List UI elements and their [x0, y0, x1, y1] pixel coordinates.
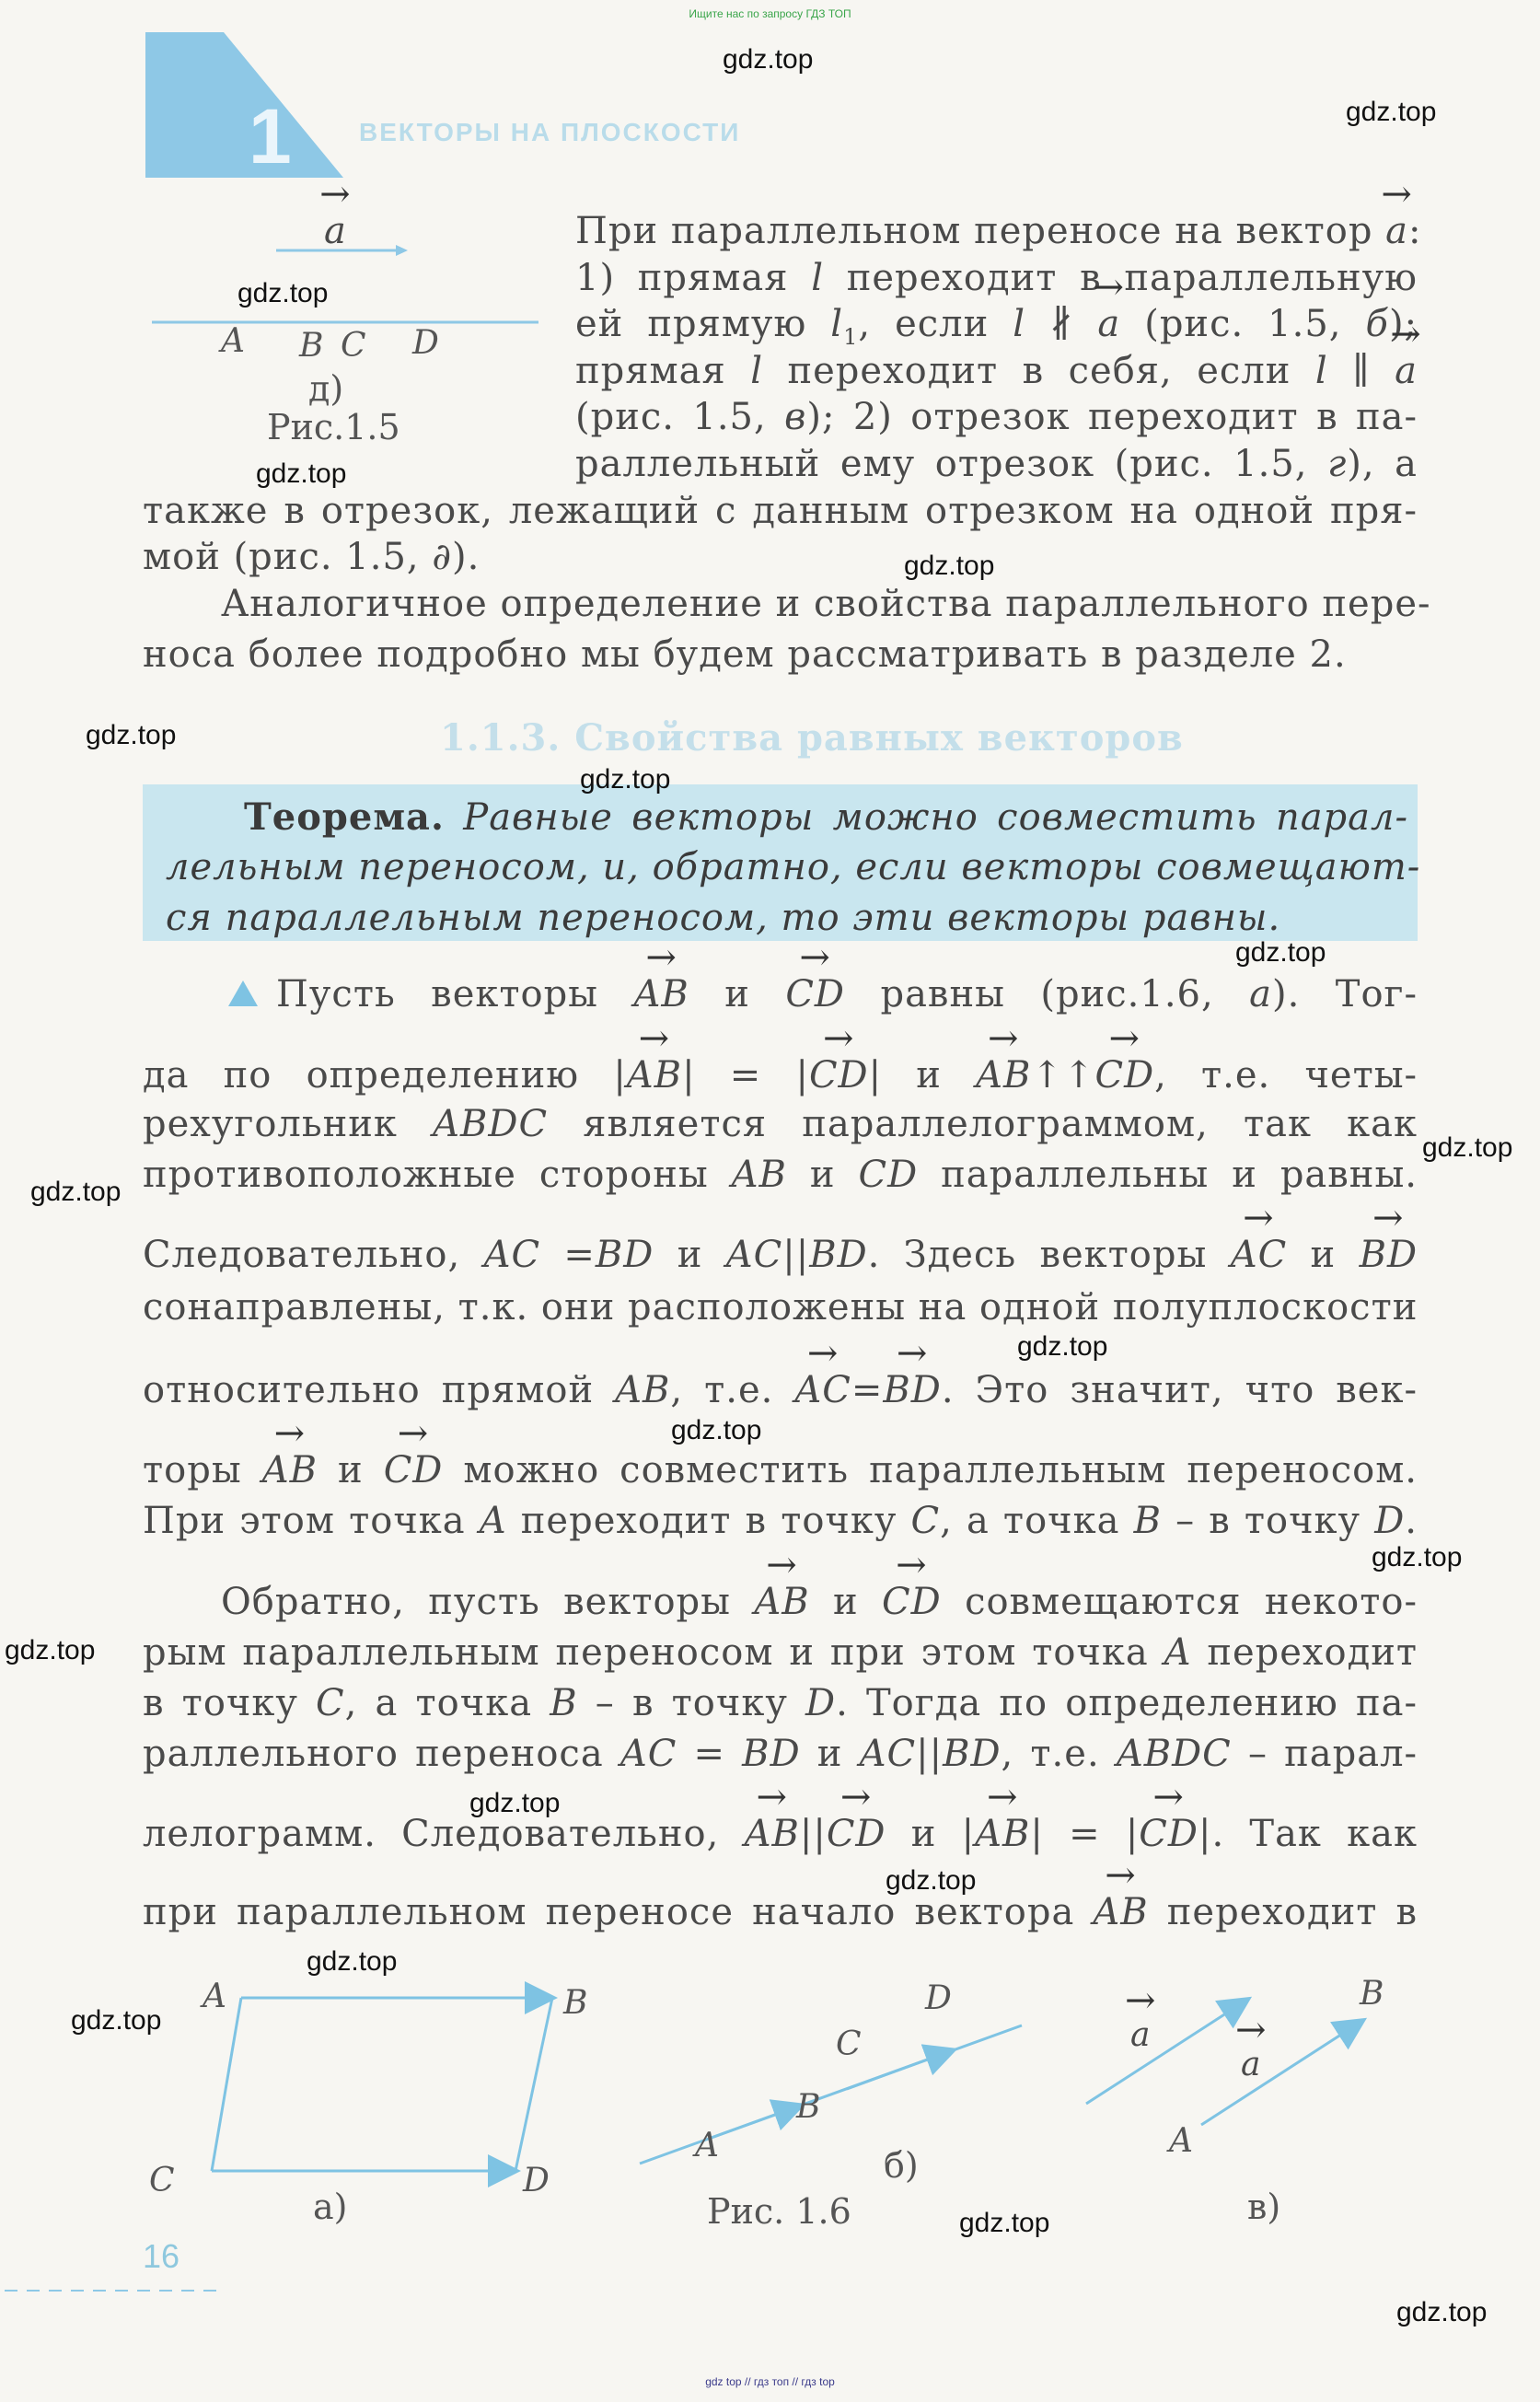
watermark: gdz.top [307, 1946, 398, 1977]
proof-line-11: рым параллельным переносом и при этом точка A переходит [143, 1631, 1418, 1674]
fig16a-side-ac [212, 1998, 241, 2171]
proof-line-5: Следовательно, AC =BD и AC||BD. Здесь векторы → AC и → BD [143, 1232, 1418, 1278]
intro-line-4: прямая l переходит в себя, если l ∥ → a [575, 348, 1418, 394]
proof-line-6: сонаправлены, т.к. они расположены на одной полуплоскости [143, 1286, 1418, 1329]
fig16a-point-a: A [203, 1978, 226, 2015]
para2-line-1: Аналогичное определение и свойства параллельного пере- [221, 583, 1431, 625]
fig15-vector-label: → a [324, 210, 346, 252]
fig16v-vector-2 [1201, 2021, 1362, 2125]
proof-line-10: Обратно, пусть векторы → AB и → CD совмещаются некото- [221, 1579, 1418, 1625]
section-heading: 1.1.3. Свойства равных векторов [440, 716, 1184, 760]
fig16b-point-b: B [796, 2088, 821, 2126]
proof-line-14: лелограмм. Следовательно, → AB||→ CD и |→ AB| = |→ CD|. Так как [143, 1811, 1418, 1857]
watermark: gdz.top [1017, 1331, 1108, 1362]
watermark: gdz.top [580, 764, 671, 795]
footer-note: gdz top // гдз топ // гдз top [705, 2375, 835, 2388]
fig15-point-b: B [299, 327, 324, 365]
proof-line-13: раллельного переноса AC = BD и AC||BD, т.е. ABDC – парал- [143, 1733, 1418, 1775]
proof-line-12: в точку C, а точка B – в точку D. Тогда по определению па- [143, 1682, 1418, 1724]
watermark: gdz.top [959, 2208, 1050, 2238]
fig16b-vector-ab [709, 2106, 801, 2139]
fig16b-point-c: C [836, 2025, 862, 2063]
fig16a-point-b: B [563, 1984, 588, 2022]
page-dash-rule [5, 2288, 216, 2293]
fig16-drawing [138, 1961, 1399, 2219]
fig16v-vec-label-2: → a [1241, 2046, 1260, 2083]
fig16v-point-a: A [1169, 2122, 1193, 2160]
fig16v-label: в) [1247, 2187, 1281, 2227]
watermark: gdz.top [30, 1177, 122, 1207]
intro-line-1: При параллельном переносе на вектор → a: [575, 208, 1418, 254]
watermark: gdz.top [1372, 1542, 1463, 1572]
watermark: gdz.top [904, 551, 995, 581]
proof-line-2: да по определению |→ AB| = |→ CD| и → AB↑↑→ CD, т.е. четы- [143, 1052, 1418, 1098]
fig15-vector-arrow [272, 241, 410, 260]
theorem-box [143, 784, 1421, 941]
intro-line-7: также в отрезок, лежащий с данным отрезком на одной пря- [143, 490, 1418, 532]
watermark: gdz.top [723, 44, 814, 75]
proof-line-4: противоположные стороны AB и CD параллельны и равны. [143, 1154, 1418, 1196]
watermark: gdz.top [71, 2005, 162, 2036]
watermark: gdz.top [256, 458, 347, 489]
intro-line-5: (рис. 1.5, в); 2) отрезок переходит в па- [575, 396, 1418, 438]
fig16a-label: а) [313, 2187, 348, 2227]
watermark: gdz.top [5, 1635, 96, 1665]
para2-line-2: носа более подробно мы будем рассматривать в разделе 2. [143, 633, 1347, 676]
fig15-sublabel: д) [308, 368, 344, 409]
fig16a-point-d: D [523, 2162, 550, 2199]
fig16v-vec-label-1: → a [1130, 2016, 1150, 2054]
intro-line-2: 1) прямая l переходит в параллельную [575, 257, 1418, 299]
watermark: gdz.top [1396, 2297, 1488, 2327]
chapter-title: ВЕКТОРЫ НА ПЛОСКОСТИ [359, 118, 741, 146]
fig16v-vector-1 [1086, 2000, 1247, 2104]
fig16b-label: б) [884, 2145, 919, 2186]
watermark: gdz.top [86, 720, 177, 750]
fig16b-vector-cd [847, 2050, 953, 2089]
theorem-line-1: Теорема. Равные векторы можно совместить парал- [244, 795, 1408, 839]
proof-line-9: При этом точка A переходит в точку C, а точка B – в точку D. [143, 1500, 1418, 1542]
proof-start-icon [226, 979, 260, 1008]
intro-line-6: раллельный ему отрезок (рис. 1.5, г), а [575, 443, 1418, 485]
watermark: gdz.top [671, 1415, 762, 1445]
intro-line-3: ей прямую $l_1$, если l ∦ → a (рис. 1.5, б); [575, 301, 1418, 360]
chapter-number: 1 [249, 93, 292, 180]
theorem-line-3: ся параллельным переносом, то эти векторы равны. [166, 897, 1281, 939]
fig16a-point-c: C [149, 2162, 175, 2199]
proof-line-15: при параллельном переносе начало вектора → AB переходит в [143, 1889, 1418, 1935]
fig15-point-d: D [412, 324, 439, 362]
proof-line-3: рехугольник ABDC является параллелограммом, так как [143, 1103, 1418, 1145]
fig15-caption: Рис.1.5 [267, 407, 400, 447]
fig15-point-a: A [221, 322, 245, 360]
watermark: gdz.top [886, 1865, 977, 1896]
fig16b-point-d: D [925, 1979, 952, 2017]
fig16a-side-bd [515, 1998, 552, 2171]
fig16v-point-b: B [1360, 1975, 1384, 2013]
watermark: gdz.top [469, 1788, 561, 1818]
theorem-line-2: лельным переносом, и, обратно, если векторы совмещают- [166, 846, 1421, 888]
watermark: gdz.top [1422, 1132, 1513, 1163]
proof-line-1: Пусть векторы → AB и → CD равны (рис.1.6, а). Тог- [276, 971, 1418, 1017]
intro-line-8: мой (рис. 1.5, ∂). [143, 536, 481, 578]
page-number: 16 [143, 2237, 180, 2275]
fig16b-point-a: A [695, 2127, 719, 2164]
fig16-caption: Рис. 1.6 [707, 2191, 851, 2232]
proof-line-7: относительно прямой AB, т.е. → AC=→ BD. Это значит, что век- [143, 1367, 1418, 1413]
watermark: gdz.top [1346, 97, 1437, 127]
chapter-tab [145, 32, 343, 178]
watermark: gdz.top [1235, 937, 1326, 968]
fig15-point-c: C [341, 327, 366, 365]
proof-line-8: торы → AB и → CD можно совместить параллельным переносом. [143, 1447, 1418, 1493]
top-note: Ищите нас по запросу ГДЗ ТОП [689, 7, 851, 20]
watermark: gdz.top [237, 278, 329, 308]
